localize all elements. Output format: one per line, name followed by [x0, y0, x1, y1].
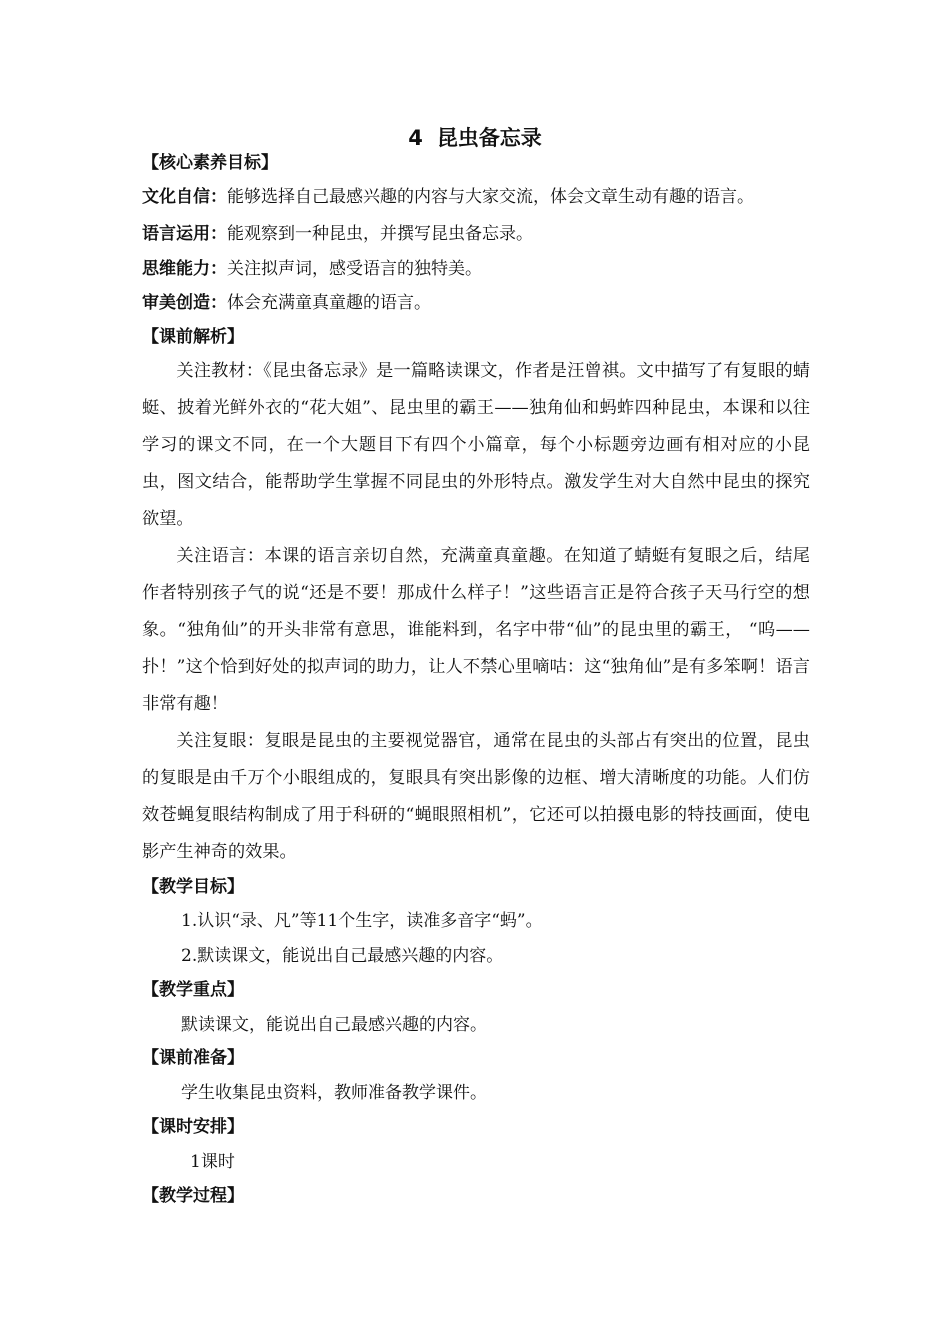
schedule-text: 1课时 [190, 1152, 235, 1172]
goal-label: 文化自信： [142, 187, 227, 207]
goal-item [142, 291, 431, 315]
goal-text: 体会充满童真童趣的语言。 [227, 293, 431, 313]
goal-item [142, 222, 533, 246]
page-title [0, 123, 950, 153]
teaching-goal-item: 2.默读课文，能说出自己最感兴趣的内容。 [181, 946, 504, 966]
goal-label: 思维能力： [142, 259, 227, 279]
heading-analysis: 【课前解析】 [142, 327, 244, 347]
goal-label: 语言运用： [142, 224, 227, 244]
goal-text: 能够选择自己最感兴趣的内容与大家交流，体会文章生动有趣的语言。 [227, 187, 754, 207]
heading-teaching-goals: 【教学目标】 [142, 877, 244, 897]
heading-core-goals: 【核心素养目标】 [142, 153, 278, 173]
lesson-title: 昆虫备忘录 [436, 126, 542, 150]
analysis-paragraph-language: 关注语言：本课的语言亲切自然，充满童真童趣。在知道了蜻蜓有复眼之后，结尾作者特别孩子气的说“还是不要！那成什么样子！”这些语言正是符合孩子天马行空的想象。“独角仙”的开头非常有意思，谁能料到，名字中带“仙”的昆虫里的霸王， “呜——扑！”这个恰到好处的拟声词的助力，让人不禁心里嘀咕：这“独角仙”是有多笨啊！语言非常有趣！ [142, 546, 810, 714]
heading-process: 【教学过程】 [142, 1186, 244, 1206]
heading-key-points: 【教学重点】 [142, 980, 244, 1000]
teaching-goal-item: 1.认识“录、凡”等11个生字，读准多音字“蚂”。 [181, 911, 543, 931]
goal-text: 关注拟声词，感受语言的独特美。 [227, 259, 482, 279]
analysis-paragraph-compound-eye: 关注复眼：复眼是昆虫的主要视觉器官，通常在昆虫的头部占有突出的位置，昆虫的复眼是由千万个小眼组成的，复眼具有突出影像的边框、增大清晰度的功能。人们仿效苍蝇复眼结构制成了用于科研的“蝇眼照相机”，它还可以拍摄电影的特技画面，使电影产生神奇的效果。 [142, 731, 810, 862]
lesson-number: 4 [408, 126, 423, 150]
analysis-paragraph-textbook: 关注教材：《昆虫备忘录》是一篇略读课文，作者是汪曾祺。文中描写了有复眼的蜻蜓、披着光鲜外衣的“花大姐”、昆虫里的霸王——独角仙和蚂蚱四种昆虫，本课和以往学习的课文不同，在一个大题目下有四个小篇章，每个小标题旁边画有相对应的小昆虫，图文结合，能帮助学生掌握不同昆虫的外形特点。激发学生对大自然中昆虫的探究欲望。 [142, 361, 810, 529]
goal-item [142, 185, 754, 209]
key-points-text: 默读课文，能说出自己最感兴趣的内容。 [181, 1015, 487, 1035]
goal-text: 能观察到一种昆虫，并撰写昆虫备忘录。 [227, 224, 533, 244]
goal-label: 审美创造： [142, 293, 227, 313]
heading-preparation: 【课前准备】 [142, 1048, 244, 1068]
preparation-text: 学生收集昆虫资料，教师准备教学课件。 [181, 1083, 487, 1103]
goal-item [142, 257, 482, 281]
heading-schedule: 【课时安排】 [142, 1117, 244, 1137]
